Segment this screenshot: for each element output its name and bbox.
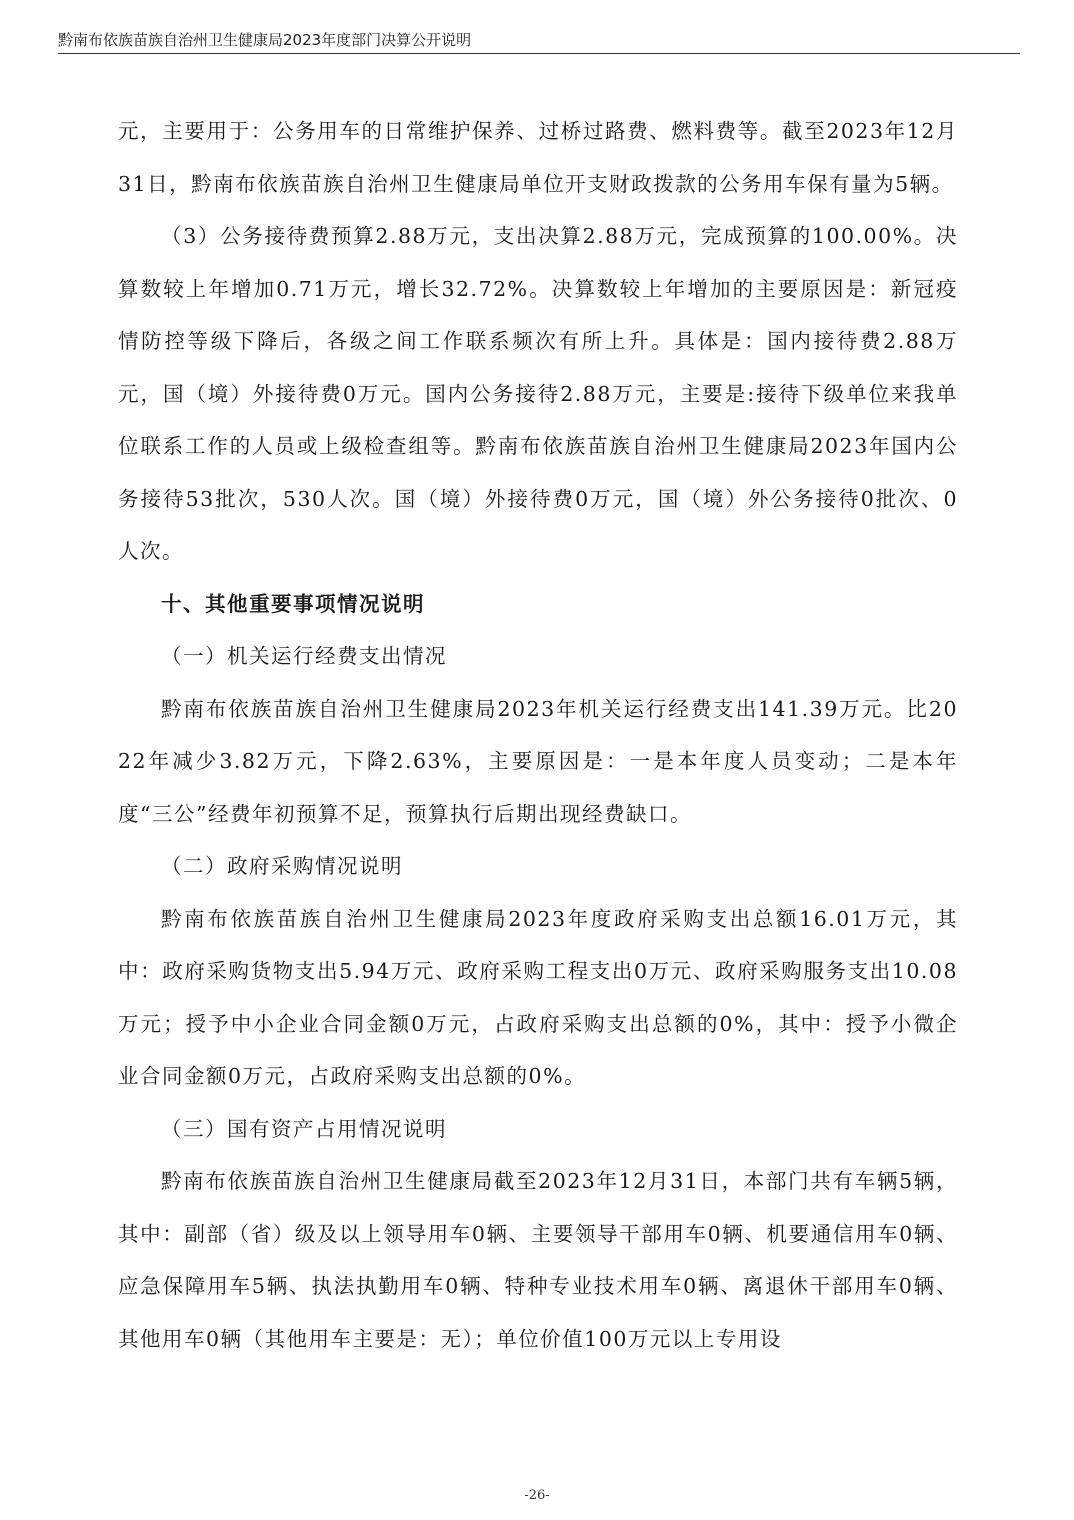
paragraph-state-assets: 黔南布依族苗族自治州卫生健康局截至2023年12月31日，本部门共有车辆5辆，其中：副部（省）级及以上领导用车0辆、主要领导干部用车0辆、机要通信用车0辆、应急保障用车5辆、执法执勤用车0辆、特种专业技术用车0辆、离退休干部用车0辆、其他用车0辆（其他用车主要是：无）；单位价值100万元以上专用设 — [118, 1169, 958, 1351]
paragraph-procurement: 黔南布依族苗族自治州卫生健康局2023年度政府采购支出总额16.01万元，其中：政府采购货物支出5.94万元、政府采购工程支出0万元、政府采购服务支出10.08万元；授予中小企业合同金额0万元，占政府采购支出总额的0%，其中：授予小微企业合同金额0万元，占政府采购支出总额的0%。 — [118, 906, 958, 1088]
page-header-title: 黔南布依族苗族自治州卫生健康局2023年度部门决算公开说明 — [58, 31, 472, 49]
paragraph-operating-expenses: 黔南布依族苗族自治州卫生健康局2023年机关运行经费支出141.39万元。比2022年减少3.82万元，下降2.63%，主要原因是：一是本年度人员变动；二是本年度“三公”经费年初预算不足，预算执行后期出现经费缺口。 — [118, 696, 958, 826]
paragraph-vehicle-continued: 元，主要用于：公务用车的日常维护保养、过桥过路费、燃料费等。截至2023年12月31日，黔南布依族苗族自治州卫生健康局单位开支财政拨款的公务用车保有量为5辆。 — [118, 119, 958, 196]
subheading-operating-expenses: （一）机关运行经费支出情况 — [161, 644, 447, 668]
page-number: -26- — [524, 1488, 550, 1503]
paragraph-reception-expenses: （3）公务接待费预算2.88万元，支出决算2.88万元，完成预算的100.00%。决算数较上年增加0.71万元，增长32.72%。决算数较上年增加的主要原因是：新冠疫情防控等级下降后，各级之间工作联系频次有所上升。具体是：国内接待费2.88万元，国（境）外接待费0万元。国内公务接待2.88万元，主要是:接待下级单位来我单位联系工作的人员或上级检查组等。黔南布依族苗族自治州卫生健康局2023年国内公务接待53批次，530人次。国（境）外接待费0万元，国（境）外公务接待0批次、0人次。 — [118, 224, 958, 563]
subheading-state-assets: （三）国有资产占用情况说明 — [161, 1116, 447, 1141]
section-heading-other-matters: 十、其他重要事项情况说明 — [161, 591, 425, 616]
document-body — [118, 105, 958, 1365]
header-divider — [58, 53, 1020, 54]
subheading-procurement: （二）政府采购情况说明 — [161, 854, 403, 878]
